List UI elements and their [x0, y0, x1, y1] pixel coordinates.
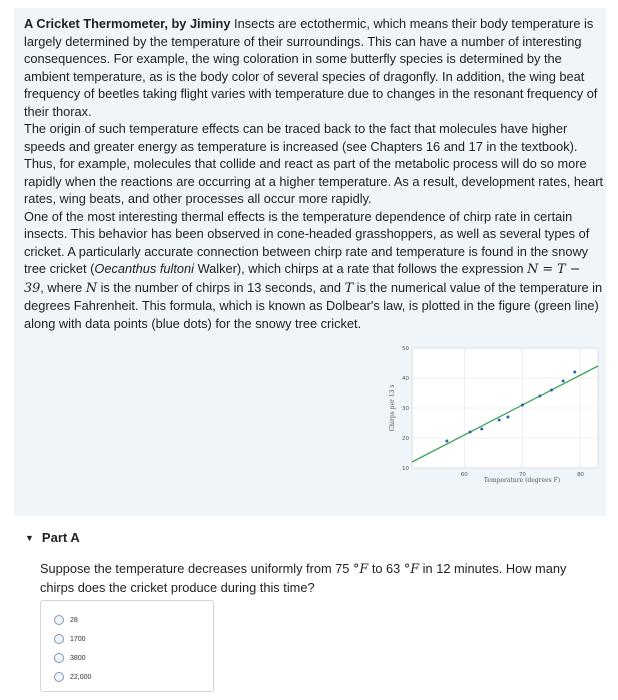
paragraph-3-text-e: is the numerical value of the temperature in degrees Fahrenheit. This formula, which is known as Dolbear's law, is plotted in the figure (green line) along with data points (blue dots) for the snowy tree cricket.	[24, 279, 603, 331]
paragraph-3-text-b: Walker), which chirps at a rate that follows the expression	[194, 261, 528, 276]
radio-button[interactable]	[54, 653, 64, 663]
paragraph-3-text-d: is the number of chirps in 13 seconds, and	[97, 279, 345, 295]
question-text	[40, 560, 595, 596]
unit-fahrenheit-1: °F	[352, 562, 369, 577]
collapse-caret-icon[interactable]: ▼	[25, 533, 34, 543]
y-tick-label: 20	[402, 436, 409, 442]
y-tick-label: 30	[402, 406, 409, 412]
unit-fahrenheit-2: °F	[403, 562, 420, 577]
answer-options	[40, 600, 214, 692]
paragraph-3	[24, 208, 604, 333]
dolbear-formula: N = T − 39	[24, 262, 581, 296]
radio-button[interactable]	[54, 672, 64, 682]
data-point	[480, 428, 483, 431]
x-tick-label: 80	[577, 472, 585, 478]
question-text-1: Suppose the temperature decreases uniformly from 75	[40, 561, 353, 576]
option-row[interactable]	[54, 613, 78, 627]
paragraph-3-text-a: One of the most interesting thermal effects is the temperature dependence of chirp rate in certain insects. This behavior has been observed in cone-headed grasshoppers, as well as several types of cricket. A particularly accurate connection between chirp rate and temperature is found in the snowy tree cricket (	[24, 208, 590, 276]
y-tick-label: 40	[402, 376, 409, 382]
x-tick-label: 60	[460, 472, 468, 478]
option-row[interactable]	[54, 651, 86, 665]
paragraph-1-text: Insects are ectothermic, which means their body temperature is largely determined by the temperature of their surroundings. This can have a number of interesting consequences. For example, the wing coloration in some butterfly species is determined by the ambient temperature, as is the body color of several species of dragonfly. In addition, the wing beat frequency of beetles taking flight varies with temperature due to changes in the resonant frequency of their thorax.	[24, 16, 598, 119]
y-tick-label: 10	[402, 466, 409, 472]
y-tick-label: 50	[402, 346, 409, 352]
question-text-3: in 12 minutes. How many chirps does the cricket produce during this time?	[40, 561, 567, 595]
variable-t: T	[344, 280, 354, 296]
question-text-2: to 63	[368, 561, 404, 576]
paragraph-3-text-c: , where	[40, 279, 86, 295]
data-point	[498, 419, 501, 422]
part-a-header[interactable]	[25, 530, 80, 545]
chart-svg	[372, 342, 608, 492]
part-a-title: Part A	[41, 530, 80, 545]
data-point	[550, 389, 553, 392]
paragraph-1	[24, 15, 604, 120]
data-point	[506, 416, 509, 419]
y-axis-label: Chirps per 13 s	[389, 384, 396, 432]
radio-button[interactable]	[54, 615, 64, 625]
x-axis-label: Temperature (degrees F)	[483, 477, 561, 484]
species-name: Oecanthus fultoni	[94, 261, 195, 276]
option-row[interactable]	[54, 632, 86, 646]
radio-button[interactable]	[54, 634, 64, 644]
option-label: 3800	[70, 654, 86, 662]
variable-n: N	[85, 280, 98, 296]
option-label: 22,000	[70, 673, 92, 681]
x-tick-label: 70	[518, 472, 526, 478]
data-point	[445, 440, 448, 443]
data-point	[562, 380, 565, 383]
option-row[interactable]	[54, 670, 91, 684]
intro-title: A Cricket Thermometer, by Jiminy	[24, 16, 231, 31]
intro-text	[24, 15, 604, 332]
option-label: 28	[70, 616, 78, 624]
option-label: 1700	[70, 635, 86, 643]
data-point	[573, 371, 576, 374]
data-point	[538, 395, 541, 398]
y-tick-labels	[402, 346, 409, 472]
data-point	[469, 431, 472, 434]
dolbear-chart	[372, 342, 608, 492]
paragraph-2: The origin of such temperature effects can be traced back to the fact that molecules have higher speeds and greater energy as temperature is increased (see Chapters 16 and 17 in the textbook). Thus, for example, molecules that collide and react as part of the metabolic process will do so more rapidly when the reactions are occurring at a higher temperature. As a result, development rates, heart rates, wing beats, and other processes all occur more rapidly.	[24, 121, 604, 206]
data-point	[521, 404, 524, 407]
